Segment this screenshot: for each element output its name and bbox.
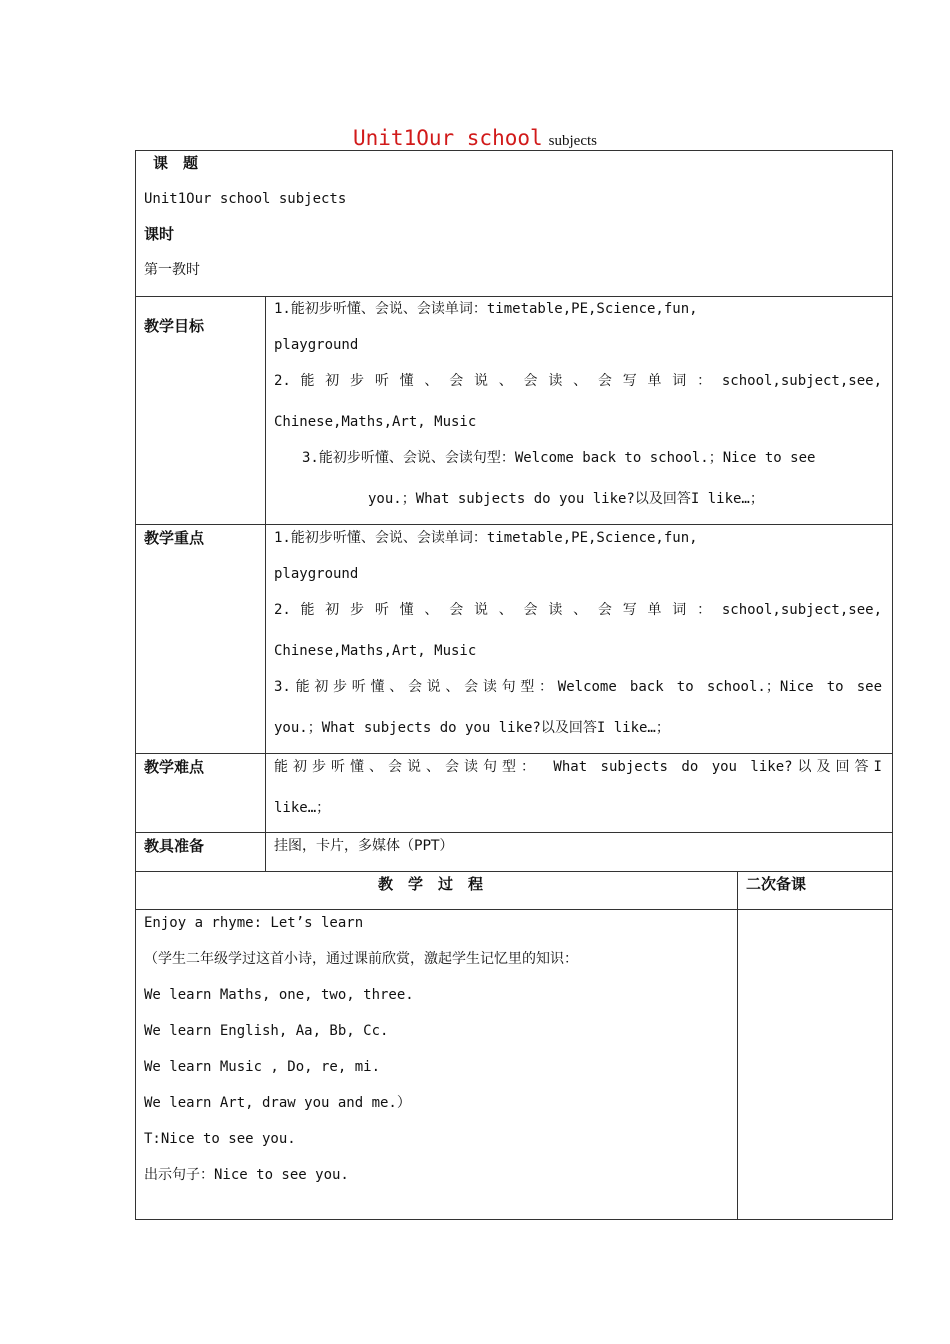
process-line: We learn Maths, one, two, three.: [144, 987, 414, 1003]
key-points-line: 3.能初步听懂、会说、会读句型：Welcome back to school.；Nice to see: [274, 679, 882, 695]
objectives-line: Chinese,Maths,Art, Music: [274, 414, 477, 430]
process-line: 出示句子：Nice to see you.: [144, 1167, 349, 1183]
topic-label: 课 题: [153, 154, 199, 172]
row-divider: [135, 524, 893, 525]
key-points-line: 1.能初步听懂、会说、会读单词：timetable,PE,Science,fun,: [274, 530, 698, 546]
difficulties-line: like…；: [274, 800, 331, 816]
label-column-divider: [265, 296, 266, 872]
header-cell: [135, 150, 893, 297]
difficulties-line: 能初步听懂、会说、会读句型： What subjects do you like?以及回答I: [274, 759, 882, 775]
process-line: We learn Art, draw you and me.）: [144, 1095, 411, 1111]
objectives-line: 1.能初步听懂、会说、会读单词：timetable,PE,Science,fun,: [274, 301, 698, 317]
objectives-line: 2. 能 初 步 听 懂 、 会 说 、 会 读 、 会 写 单 词 ： school,subject,see,: [274, 373, 882, 389]
objectives-line: 3.能初步听懂、会说、会读句型：Welcome back to school.；Nice to see: [302, 450, 816, 466]
materials-value: 挂图，卡片，多媒体（PPT）: [274, 838, 454, 854]
process-line: Enjoy a rhyme: Let’s learn: [144, 915, 364, 931]
process-line: （学生二年级学过这首小诗，通过课前欣赏，激起学生记忆里的知识：: [144, 951, 578, 967]
row-divider: [135, 753, 893, 754]
objectives-line: playground: [274, 337, 359, 353]
second-prep-label: 二次备课: [746, 875, 807, 893]
period-value: 第一教时: [144, 262, 200, 278]
topic-value: Unit1Our school subjects: [144, 191, 347, 207]
key-points-line: 2. 能 初 步 听 懂 、 会 说 、 会 读 、 会 写 单 词 ： school,subject,see,: [274, 602, 882, 618]
row-divider: [135, 832, 893, 833]
materials-label: 教具准备: [144, 837, 205, 855]
key-points-label: 教学重点: [144, 529, 205, 547]
process-line: We learn Music , Do, re, mi.: [144, 1059, 381, 1075]
process-label: 教 学 过 程: [378, 875, 484, 893]
key-points-line: playground: [274, 566, 359, 582]
key-points-line: you.；What subjects do you like?以及回答I like…；: [274, 720, 670, 736]
period-label: 课时: [144, 225, 175, 243]
process-line: T:Nice to see you.: [144, 1131, 296, 1147]
title-sub: subjects: [548, 133, 597, 149]
title-main: Unit1Our school: [353, 126, 543, 150]
process-line: We learn English, Aa, Bb, Cc.: [144, 1023, 389, 1039]
objectives-label: 教学目标: [144, 317, 205, 335]
difficulties-label: 教学难点: [144, 758, 205, 776]
objectives-line: you.；What subjects do you like?以及回答I like…；: [368, 491, 764, 507]
key-points-line: Chinese,Maths,Art, Music: [274, 643, 477, 659]
